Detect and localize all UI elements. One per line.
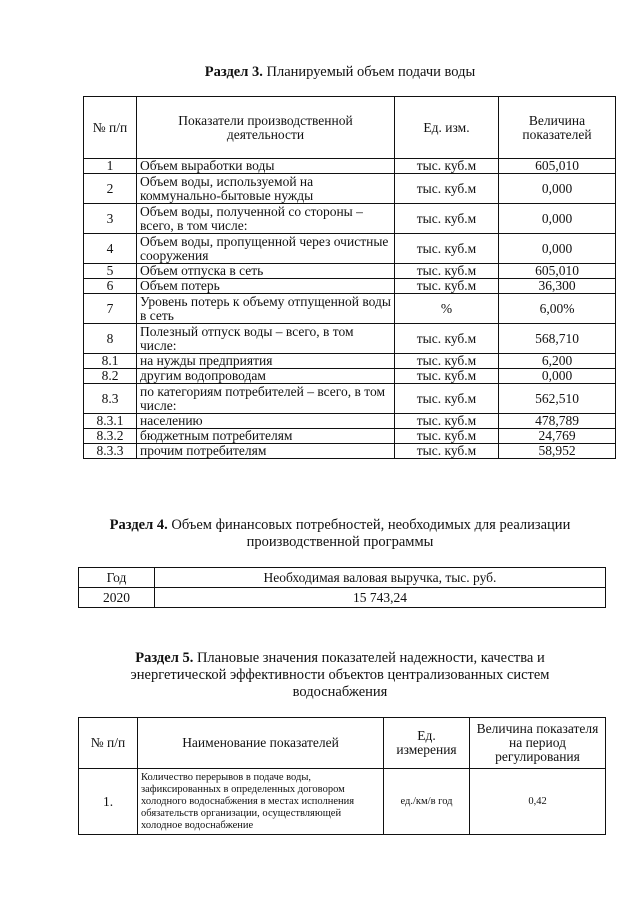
- row-value: 36,300: [499, 279, 616, 294]
- table-row: [84, 414, 616, 429]
- row-num: 8.3.1: [84, 414, 137, 429]
- water-supply-table: [83, 96, 616, 459]
- row-unit: тыс. куб.м: [395, 354, 499, 369]
- row-name: на нужды предприятия: [137, 354, 395, 369]
- row-name: бюджетным потребителям: [137, 429, 395, 444]
- section5-title-line3: водоснабжения: [292, 684, 388, 700]
- col-unit-header: Ед. изм.: [395, 97, 499, 159]
- row-value: 568,710: [499, 324, 616, 354]
- row-name: Полезный отпуск воды – всего, в том числе:: [137, 324, 395, 354]
- t5-unit-header: Ед. измерения: [384, 718, 470, 769]
- row-value: 24,769: [499, 429, 616, 444]
- table-row: [84, 354, 616, 369]
- table-row: [84, 444, 616, 459]
- row-value: 6,00%: [499, 294, 616, 324]
- t5-value-header: Величина показателя на период регулирования: [470, 718, 606, 769]
- row-value: 0,000: [499, 204, 616, 234]
- row-name: Объем воды, пропущенной через очистные сооружения: [137, 234, 395, 264]
- row-name: Объем выработки воды: [137, 159, 395, 174]
- row-value: 58,952: [499, 444, 616, 459]
- row-value: 562,510: [499, 384, 616, 414]
- row-value: 0,42: [470, 769, 606, 835]
- row-unit: тыс. куб.м: [395, 429, 499, 444]
- row-unit: тыс. куб.м: [395, 279, 499, 294]
- table-row: [84, 429, 616, 444]
- row-unit: тыс. куб.м: [395, 414, 499, 429]
- row-value: 0,000: [499, 369, 616, 384]
- section4-heading: [60, 517, 620, 551]
- section5-title-line2: энергетической эффективности объектов централизованных систем: [130, 667, 550, 683]
- row-value: 6,200: [499, 354, 616, 369]
- row-name: Объем воды, используемой на коммунально-бытовые нужды: [137, 174, 395, 204]
- section5-title-line1: Плановые значения показателей надежности, качества и: [196, 650, 545, 666]
- row-name: населению: [137, 414, 395, 429]
- revenue-cell: 15 743,24: [155, 588, 606, 608]
- row-value: 605,010: [499, 159, 616, 174]
- row-value: 478,789: [499, 414, 616, 429]
- row-num: 8.1: [84, 354, 137, 369]
- section4-title-line1: Объем финансовых потребностей, необходимых для реализации: [171, 517, 571, 533]
- table-row: [84, 159, 616, 174]
- row-unit: тыс. куб.м: [395, 204, 499, 234]
- row-unit: тыс. куб.м: [395, 369, 499, 384]
- row-name: Объем воды, полученной со стороны – всего, в том числе:: [137, 204, 395, 234]
- row-value: 0,000: [499, 234, 616, 264]
- section5-label: Раздел 5.: [135, 650, 194, 666]
- section3-heading: [60, 64, 620, 81]
- row-unit: %: [395, 294, 499, 324]
- table-row: [84, 174, 616, 204]
- revenue-table: [78, 567, 606, 608]
- table-row: [84, 234, 616, 264]
- revenue-header: Необходимая валовая выручка, тыс. руб.: [155, 568, 606, 588]
- row-num: 8.3.2: [84, 429, 137, 444]
- row-unit: тыс. куб.м: [395, 384, 499, 414]
- row-num: 8: [84, 324, 137, 354]
- reliability-table: [78, 717, 606, 835]
- row-value: 0,000: [499, 174, 616, 204]
- year-cell: 2020: [79, 588, 155, 608]
- table-row: [84, 369, 616, 384]
- section3-label: Раздел 3.: [204, 64, 263, 80]
- row-num: 1.: [79, 769, 138, 835]
- row-unit: ед./км/в год: [384, 769, 470, 835]
- table-row: [79, 769, 606, 835]
- table-row: [84, 294, 616, 324]
- row-num: 4: [84, 234, 137, 264]
- row-num: 7: [84, 294, 137, 324]
- row-name: Объем потерь: [137, 279, 395, 294]
- section5-heading: [60, 650, 620, 701]
- row-unit: тыс. куб.м: [395, 444, 499, 459]
- row-num: 2: [84, 174, 137, 204]
- row-num: 8.3: [84, 384, 137, 414]
- table-row: [84, 204, 616, 234]
- row-num: 3: [84, 204, 137, 234]
- row-unit: тыс. куб.м: [395, 159, 499, 174]
- row-num: 1: [84, 159, 137, 174]
- year-header: Год: [79, 568, 155, 588]
- row-num: 8.2: [84, 369, 137, 384]
- row-name: прочим потребителям: [137, 444, 395, 459]
- t5-name-header: Наименование показателей: [138, 718, 384, 769]
- row-unit: тыс. куб.м: [395, 234, 499, 264]
- row-unit: тыс. куб.м: [395, 324, 499, 354]
- table-row: [84, 264, 616, 279]
- table-row: [84, 279, 616, 294]
- row-num: 5: [84, 264, 137, 279]
- section4-title-line2: производственной программы: [246, 534, 434, 550]
- table-row: [84, 324, 616, 354]
- col-value-header: Величина показателей: [499, 97, 616, 159]
- section3-title: Планируемый объем подачи воды: [266, 64, 476, 80]
- row-value: 605,010: [499, 264, 616, 279]
- row-name: Объем отпуска в сеть: [137, 264, 395, 279]
- row-name: по категориям потребителей – всего, в том числе:: [137, 384, 395, 414]
- table-row: [84, 384, 616, 414]
- row-name: Количество перерывов в подаче воды, зафиксированных в определенных договором холодного водоснабжения в местах исполнения обязательств организации, осуществляющей холодное водоснабжение: [138, 769, 384, 835]
- row-unit: тыс. куб.м: [395, 264, 499, 279]
- section4-label: Раздел 4.: [109, 517, 168, 533]
- row-unit: тыс. куб.м: [395, 174, 499, 204]
- row-name: Уровень потерь к объему отпущенной воды в сеть: [137, 294, 395, 324]
- col-num-header: № п/п: [84, 97, 137, 159]
- t5-num-header: № п/п: [79, 718, 138, 769]
- row-num: 6: [84, 279, 137, 294]
- col-indicator-header: Показатели производственной деятельности: [137, 97, 395, 159]
- row-name: другим водопроводам: [137, 369, 395, 384]
- row-num: 8.3.3: [84, 444, 137, 459]
